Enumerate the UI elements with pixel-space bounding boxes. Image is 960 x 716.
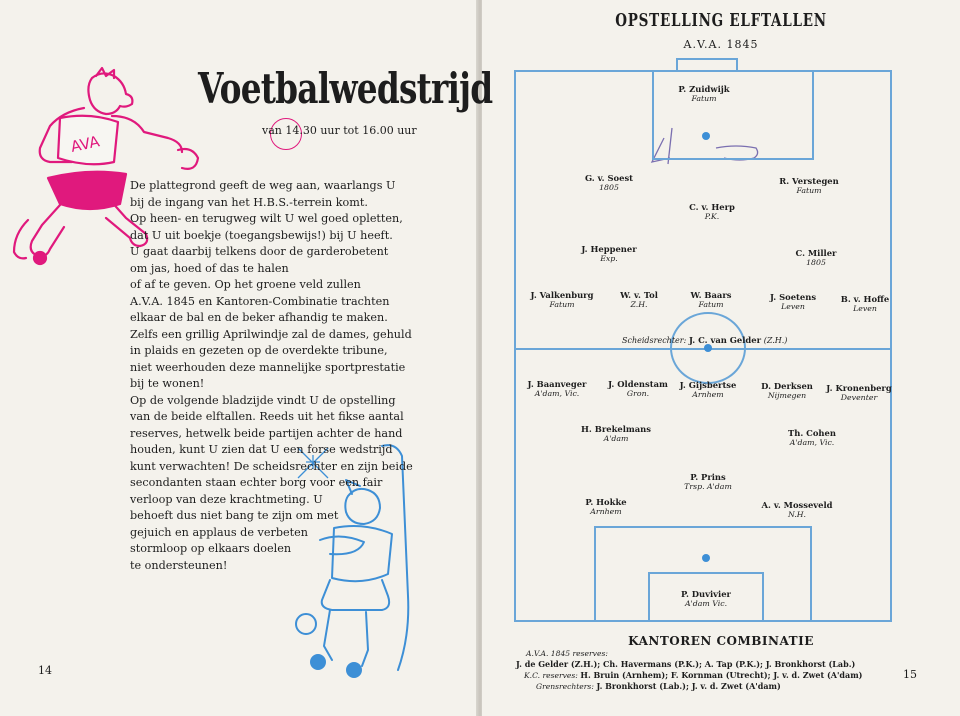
player-top-8 bbox=[606, 290, 672, 310]
center-spot bbox=[704, 344, 712, 352]
player-club: Fatum bbox=[698, 300, 724, 309]
team-bottom-name: KANTOREN COMBINATIE bbox=[628, 634, 814, 648]
linesmen-text: J. Bronkhorst (Lab.); J. v. d. Zwet (A'dam) bbox=[596, 681, 781, 691]
player-club: A'dam Vic. bbox=[684, 599, 728, 608]
body-line: reserves, hetwelk beide partijen achter de hand bbox=[130, 426, 403, 440]
player-name: B. v. Hoffe bbox=[840, 294, 890, 304]
reserves-kc-line bbox=[524, 670, 862, 681]
player-bottom-6 bbox=[576, 424, 656, 444]
player-bottom-5 bbox=[822, 383, 896, 403]
reserves-ava-label-text: A.V.A. 1845 reserves: bbox=[526, 649, 608, 658]
linesmen-label: Grensrechters: bbox=[536, 682, 594, 691]
player-bottom-7 bbox=[774, 428, 850, 448]
referee-label: Scheidsrechter: bbox=[622, 336, 687, 345]
body-line: bij de ingang van het H.B.S.-terrein komt. bbox=[130, 195, 368, 209]
player-name: J. Baanveger bbox=[527, 379, 587, 389]
player-club: Nijmegen bbox=[767, 391, 807, 400]
reserves-ava-line bbox=[516, 659, 855, 670]
top-goal-left bbox=[676, 58, 678, 72]
player-club: P.K. bbox=[704, 212, 720, 221]
player-top-1 bbox=[664, 84, 744, 104]
body-line: of af te geven. Op het groene veld zullen bbox=[130, 278, 361, 291]
player-club: Fatum bbox=[691, 94, 717, 103]
body-line: niet weerhouden deze mannelijke sportprestatie bbox=[130, 360, 406, 374]
player-top-11 bbox=[832, 294, 898, 314]
bottom-penalty-spot bbox=[702, 554, 710, 562]
body-line: om jas, hoed of das te halen bbox=[130, 261, 289, 275]
football-pitch bbox=[514, 70, 892, 622]
player-club: Gron. bbox=[626, 389, 650, 398]
player-name: W. Baars bbox=[690, 290, 732, 300]
player-bottom-4 bbox=[754, 381, 820, 401]
player-name: J. Valkenburg bbox=[530, 290, 594, 300]
player-name: Th. Cohen bbox=[788, 428, 836, 438]
figure-shirt-text: AVA bbox=[69, 132, 102, 156]
body-line: A.V.A. 1845 en Kantoren-Combinatie trachten bbox=[130, 294, 390, 308]
player-club: Fatum bbox=[796, 186, 822, 195]
player-club: Arnhem bbox=[590, 507, 622, 516]
body-line: van de beide elftallen. Reeds uit het fikse aantal bbox=[130, 410, 404, 423]
match-time: van 14.30 uur tot 16.00 uur bbox=[262, 124, 417, 137]
reserves-kc-text: H. Bruin (Arnhem); F. Kornman (Utrecht); J. v. d. Zwet (A'dam) bbox=[580, 670, 863, 680]
player-name: J. Heppener bbox=[581, 244, 637, 254]
lineup-title-text: OPSTELLING ELFTALLEN bbox=[615, 10, 827, 31]
player-club: 1805 bbox=[806, 258, 826, 267]
body-line: Zelfs een grillig Aprilwindje zal de dames, gehuld bbox=[130, 327, 412, 341]
player-name: W. v. Tol bbox=[620, 290, 658, 300]
player-bottom-11 bbox=[666, 589, 746, 609]
reserves-ava-text: J. de Gelder (Z.H.); Ch. Havermans (P.K.); A. Tap (P.K.); J. Bronkhorst (Lab.) bbox=[516, 659, 856, 669]
player-club: Arnhem bbox=[692, 390, 724, 399]
page-title: Voetbalwedstrijd bbox=[198, 64, 493, 113]
player-name: D. Derksen bbox=[761, 381, 813, 391]
body-line: behoeft dus niet bang te zijn om met bbox=[130, 509, 339, 522]
player-bottom-9 bbox=[574, 497, 638, 517]
player-name: R. Verstegen bbox=[779, 176, 839, 186]
referee-line bbox=[622, 335, 787, 345]
player-bottom-10 bbox=[754, 500, 840, 520]
team-top-name: A.V.A. 1845 bbox=[683, 38, 759, 51]
player-club: A'dam, Vic. bbox=[534, 389, 580, 398]
player-bottom-1 bbox=[520, 379, 594, 399]
body-line: U gaat daarbij telkens door de garderobetent bbox=[130, 245, 389, 258]
body-line: secondanten staan echter borg voor een fair bbox=[130, 476, 383, 489]
player-top-5 bbox=[566, 244, 652, 264]
player-club: Trsp. A'dam bbox=[684, 482, 732, 491]
player-club: A'dam bbox=[603, 434, 629, 443]
player-club: Leven bbox=[781, 302, 805, 311]
player-bottom-3 bbox=[676, 380, 740, 400]
player-name: C. v. Herp bbox=[689, 202, 735, 212]
player-club: Leven bbox=[853, 304, 877, 313]
player-top-6 bbox=[774, 248, 858, 268]
player-club: N.H. bbox=[787, 510, 807, 519]
player-bottom-8 bbox=[670, 472, 746, 492]
player-top-7 bbox=[520, 290, 604, 310]
player-top-2 bbox=[566, 173, 652, 193]
body-line: te ondersteunen! bbox=[130, 558, 228, 572]
page-number-right: 15 bbox=[903, 668, 917, 681]
player-name: J. Soetens bbox=[769, 292, 817, 302]
referee-name: J. C. van Gelder bbox=[688, 335, 762, 345]
body-line: De plattegrond geeft de weg aan, waarlangs U bbox=[130, 179, 396, 192]
player-club: Z.H. bbox=[630, 300, 648, 309]
player-club: Exp. bbox=[600, 254, 618, 263]
player-name: P. Prins bbox=[690, 472, 726, 482]
body-line: in plaids en gezeten op de overdekte tribune, bbox=[130, 344, 388, 357]
body-line: stormloop op elkaars doelen bbox=[130, 542, 292, 555]
player-top-9 bbox=[676, 290, 746, 310]
body-line: verloop van deze krachtmeting. U bbox=[130, 492, 323, 506]
player-club: Deventer bbox=[840, 393, 878, 402]
body-line: gejuich en applaus de verbeten bbox=[130, 525, 308, 539]
top-penalty-spot bbox=[702, 132, 710, 140]
player-name: P. Zuidwijk bbox=[678, 84, 730, 94]
player-club: 1805 bbox=[599, 183, 619, 192]
player-top-4 bbox=[670, 202, 754, 222]
reserves-kc-label: K.C. reserves: bbox=[524, 671, 578, 680]
top-goal-right bbox=[736, 58, 738, 72]
top-goal-line bbox=[676, 58, 738, 60]
page-number-left: 14 bbox=[38, 664, 52, 677]
body-line: kunt verwachten! De scheidsrechter en zijn beide bbox=[130, 459, 413, 473]
body-line: Op heen- en terugweg wilt U wel goed opletten, bbox=[130, 212, 403, 225]
player-name: G. v. Soest bbox=[584, 173, 634, 183]
player-bottom-2 bbox=[600, 379, 676, 399]
body-line: elkaar de bal en de beker afhandig te maken. bbox=[130, 311, 388, 324]
player-top-3 bbox=[766, 176, 852, 196]
player-name: P. Duvivier bbox=[681, 589, 731, 599]
referee-club: (Z.H.) bbox=[763, 336, 788, 345]
linesmen-line bbox=[536, 681, 781, 692]
player-top-10 bbox=[756, 292, 830, 312]
player-name: J. Gijsbertse bbox=[679, 380, 737, 390]
body-line: bij te wonen! bbox=[130, 377, 205, 390]
lineup-title bbox=[482, 10, 960, 31]
player-club: Fatum bbox=[549, 300, 575, 309]
player-name: J. Kronenberg bbox=[826, 383, 892, 393]
body-line: dat U uit boekje (toegangsbewijs!) bij U heeft. bbox=[130, 228, 393, 242]
player-name: J. Oldenstam bbox=[608, 379, 668, 389]
reserves-ava-label bbox=[526, 649, 608, 659]
player-name: H. Brekelmans bbox=[581, 424, 651, 434]
player-name: A. v. Mosseveld bbox=[761, 500, 833, 510]
body-paragraph bbox=[130, 178, 413, 574]
body-line: Op de volgende bladzijde vindt U de opstelling bbox=[130, 393, 396, 407]
body-line: houden, kunt U zien dat U een forse wedstrijd bbox=[130, 443, 393, 456]
player-club: A'dam, Vic. bbox=[789, 438, 835, 447]
player-name: P. Hokke bbox=[585, 497, 627, 507]
player-name: C. Miller bbox=[795, 248, 837, 258]
